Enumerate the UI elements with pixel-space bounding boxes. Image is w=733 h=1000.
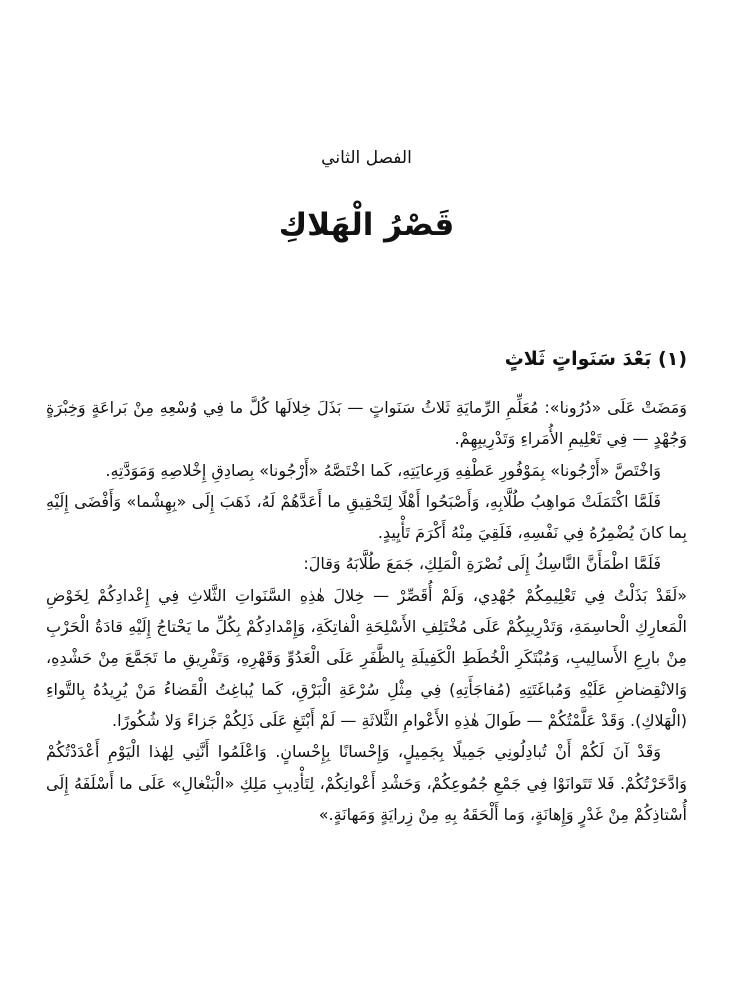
body-text bbox=[46, 392, 687, 830]
quoted-paragraph: «لَقَدْ بَذَلْتُ فِي تَعْلِيمِكُمْ جُهْدِي، وَلَمْ أُقَصِّرْ — خِلالَ هٰذِهِ السَّنَواتِ الثَّلاثِ فِي إِعْدادِكُمْ لِخَوْضِ الْمَعارِكِ الْحاسِمَةِ، وَتَدْرِيبِكُمْ عَلَى مُخْتَلِفِ الأَسْلِحَةِ الْفاتِكَةِ، وَإِمْدادِكُمْ بِكُلِّ ما يَحْتاجُ إِلَيْهِ قادَةُ الْحَرْبِ مِنْ بارِعِ الأَسالِيبِ، وَمُبْتَكَرِ الْخُطَطِ الْكَفِيلَةِ بِالظَّفَرِ عَلَى الْعَدُوِّ وَقَهْرِهِ، وَتَفْرِيقِ ما تَجَمَّعَ مِنْ حَشْدِهِ، وَالانْقِضاضِ عَلَيْهِ وَمُباغَتَتِهِ (مُفاجَأَتِهِ) فِي مِثْلِ سُرْعَةِ الْبَرْقِ، كَما يُباغِتُ الْقَضاءُ مَنْ يُرِيدُهُ بِالتَّواءِ (الْهَلاكِ). وَقَدْ عَلَّمْتُكُمْ — طَوالَ هٰذِهِ الأَعْوامِ الثَّلاثَةِ — لَمْ أَبْتَغِ عَلَى ذَلِكُمْ جَزاءً وَلا شُكُورًا. bbox=[46, 585, 687, 730]
quoted-paragraph: وَقَدْ آنَ لَكُمْ أَنْ تُبادِلُونِي جَمِيلًا بِجَمِيلٍ، وَإِحْسانًا بِإِحْسانٍ. وَاعْلَمُوا أَنَّنِي لِهٰذا الْيَوْمِ أَعْدَدْتُكُمْ وَادَّخَرْتُكُمْ. فَلا تَتَوانَوْا فِي جَمْعِ جُمُوعِكُمْ، وَحَشْدِ أَعْوانِكُمْ، لِتَأْدِيبِ مَلِكِ «الْبَنْغالِ» عَلَى ما أَسْلَفَهُ إِلَى أُسْتاذِكُمْ مِنْ غَدْرٍ وَإِهانَةٍ، وَما أَلْحَقَهُ بِهِ مِنْ زِرايَةٍ وَمَهانَةٍ.» bbox=[46, 742, 687, 824]
paragraph: فَلَمَّا اكْتَمَلَتْ مَواهِبُ طُلَّابِهِ، وَأَصْبَحُوا أَهْلًا لِتَحْقِيقِ ما أَعَدَّهُمْ لَهُ، ذَهَبَ إِلَى «بِهِشْما» وَأَفْضَى إِلَيْهِ بِما كانَ يُضْمِرُهُ فِي نَفْسِهِ، فَلَقِيَ مِنْهُ أَكْرَمَ تَأْيِيدٍ. bbox=[46, 491, 687, 543]
paragraph: فَلَمَّا اطْمَأَنَّ النَّاسِكُ إِلَى نُصْرَةِ الْمَلِكِ، جَمَعَ طُلَّابَهُ وَقالَ: bbox=[303, 554, 661, 574]
section-heading: (١) بَعْدَ سَنَواتٍ ثَلاثٍ bbox=[504, 348, 687, 370]
chapter-label: الفصل الثاني bbox=[321, 148, 412, 168]
paragraph: وَمَضَتْ عَلَى «دُرُونا»: مُعَلِّمِ الرِّمايَةِ ثَلاثُ سَنَواتٍ — بَذَلَ خِلالَها كُلَّ ما فِي وُسْعِهِ مِنْ بَراعَةٍ وَخِبْرَةٍ وَجُهْدٍ — فِي تَعْلِيمِ الأُمَراءِ وَتَدْرِيبِهِمْ. bbox=[46, 398, 687, 449]
paragraph: وَاخْتَصَّ «أَرْجُونا» بِمَوْفُورِ عَطْفِهِ وَرِعايَتِهِ، كَما اخْتَصَّهُ «أَرْجُونا» بِصادِقِ إِخْلاصِهِ وَمَوَدَّتِهِ. bbox=[105, 460, 661, 480]
chapter-title: قَصْرُ الْهَلاكِ bbox=[278, 207, 455, 243]
